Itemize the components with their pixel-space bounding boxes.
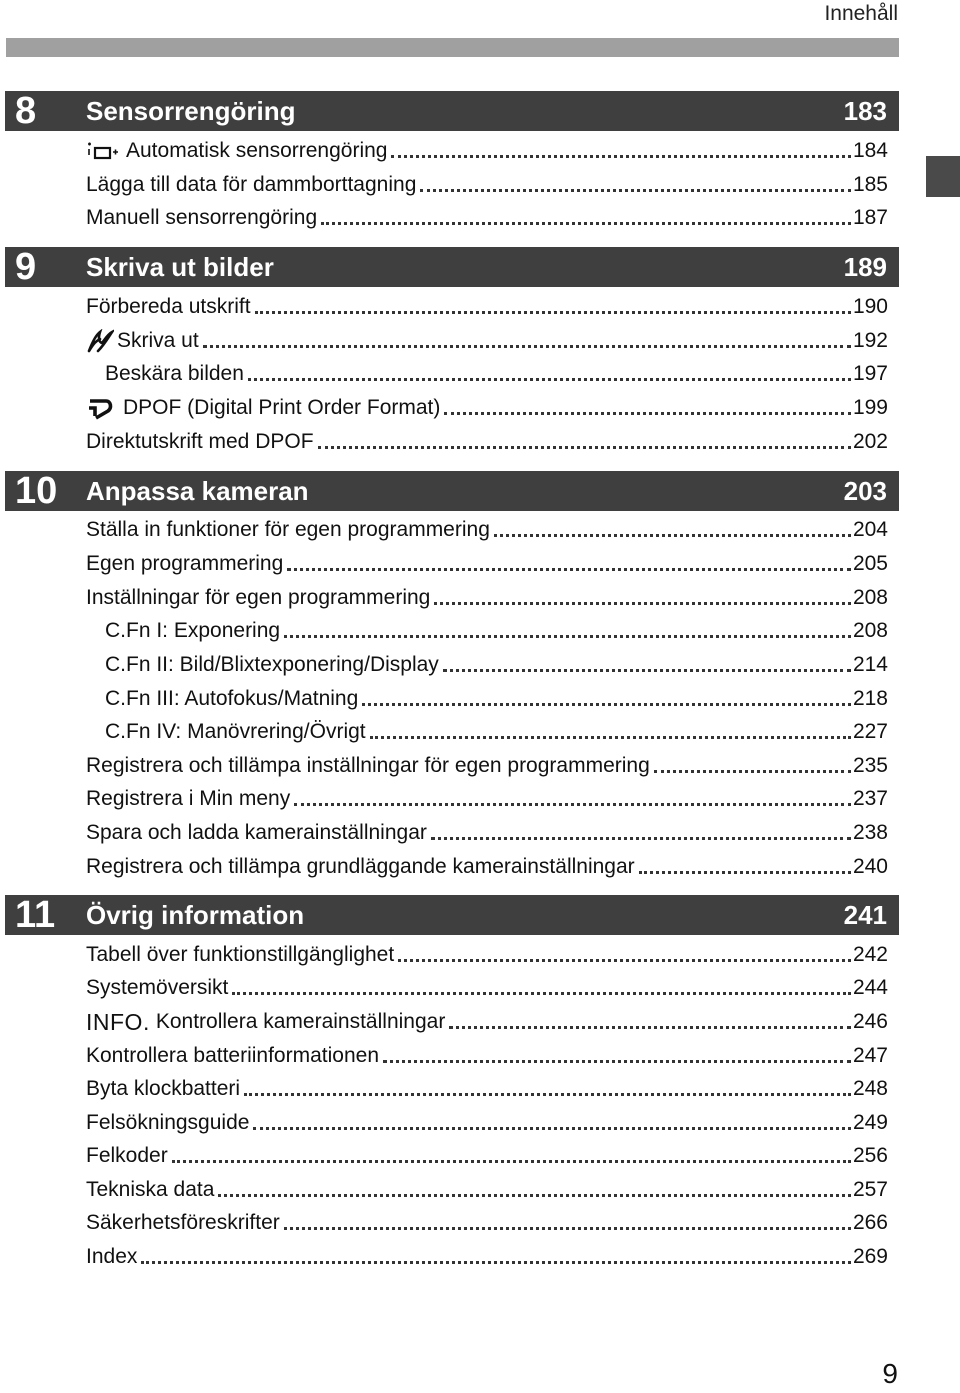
entry-label: Felsökningsguide [86, 1111, 250, 1134]
toc-entry[interactable] [105, 682, 888, 712]
entry-label: C.Fn IV: Manövrering/Övrigt [105, 720, 366, 743]
dot-leader [444, 412, 851, 415]
dot-leader [284, 635, 851, 638]
entry-page: 199 [852, 396, 888, 419]
dot-leader [431, 837, 851, 840]
entry-page: 192 [852, 329, 888, 352]
toc-entry[interactable] [86, 324, 888, 354]
toc-entry[interactable] [105, 715, 888, 745]
chapter-title: Anpassa kameran [86, 476, 309, 506]
toc-entry[interactable] [86, 1106, 888, 1136]
section-header: Innehåll [824, 2, 898, 25]
entry-label: Inställningar för egen programmering [86, 586, 431, 609]
entry-label: C.Fn II: Bild/Blixtexponering/Display [105, 653, 439, 676]
entry-page: 244 [852, 976, 888, 999]
toc-entry[interactable] [86, 938, 888, 968]
toc-entry[interactable] [86, 971, 888, 1001]
chapter-title: Skriva ut bilder [86, 252, 274, 282]
dot-leader [370, 736, 851, 739]
toc-entry[interactable] [105, 357, 888, 387]
entry-label: C.Fn I: Exponering [105, 619, 281, 642]
entry-label: DPOF (Digital Print Order Format) [123, 396, 441, 419]
chapter-number: 10 [15, 470, 58, 512]
entry-page: 185 [852, 173, 888, 196]
entry-label: Felkoder [86, 1144, 168, 1167]
dot-leader [434, 602, 851, 605]
entry-page: 202 [852, 430, 888, 453]
dot-leader [248, 378, 851, 381]
entry-page: 208 [852, 619, 888, 642]
entry-label: Skriva ut [117, 329, 199, 352]
entry-label: C.Fn III: Autofokus/Matning [105, 687, 359, 710]
dot-leader [321, 222, 851, 225]
entry-page: 242 [852, 943, 888, 966]
dot-leader [253, 1127, 851, 1130]
dot-leader [141, 1261, 851, 1264]
dot-leader [203, 345, 851, 348]
entry-page: 235 [852, 754, 888, 777]
toc-entry[interactable] [86, 1173, 888, 1203]
entry-page: 249 [852, 1111, 888, 1134]
entry-page: 197 [852, 362, 888, 385]
entry-label: Direktutskrift med DPOF [86, 430, 314, 453]
chapter-number: 8 [15, 90, 37, 132]
chapter-page: 241 [843, 900, 887, 930]
dot-leader [287, 568, 851, 571]
dot-leader [255, 311, 851, 314]
toc-entry[interactable] [86, 850, 888, 880]
entry-label: Registrera och tillämpa inställningar för egen programmering [86, 754, 650, 777]
entry-page: 204 [852, 518, 888, 541]
toc-entry[interactable] [86, 513, 888, 543]
entry-page: 227 [852, 720, 888, 743]
chapter-header-11[interactable] [5, 895, 899, 935]
toc-entry[interactable] [86, 1005, 888, 1035]
entry-label: Systemöversikt [86, 976, 229, 999]
chapter-page: 203 [843, 476, 887, 506]
entry-page: 208 [852, 586, 888, 609]
header-rule [6, 38, 899, 57]
entry-label: Säkerhetsföreskrifter [86, 1211, 280, 1234]
entry-page: 205 [852, 552, 888, 575]
chapter-title: Övrig information [86, 900, 305, 930]
dot-leader [244, 1093, 851, 1096]
chapter-title: Sensorrengöring [86, 96, 296, 126]
toc-entry[interactable] [86, 1240, 888, 1270]
dot-leader [294, 803, 851, 806]
entry-label: Tabell över funktionstillgänglighet [86, 943, 395, 966]
chapter-page: 189 [843, 252, 887, 282]
toc-entry[interactable] [86, 134, 888, 164]
entry-label: Spara och ladda kamerainställningar [86, 821, 427, 844]
entry-page: 269 [852, 1245, 888, 1268]
entry-label: Förbereda utskrift [86, 295, 251, 318]
chapter-number: 9 [15, 246, 37, 288]
toc-entry[interactable] [86, 547, 888, 577]
entry-label: Byta klockbatteri [86, 1077, 241, 1100]
toc-entry[interactable] [86, 1206, 888, 1236]
entry-page: 266 [852, 1211, 888, 1234]
dot-leader [383, 1060, 851, 1063]
toc-entry[interactable] [86, 1072, 888, 1102]
entry-label: Beskära bilden [105, 362, 244, 385]
entry-label: Kontrollera batteriinformationen [86, 1044, 379, 1067]
entry-label: Registrera och tillämpa grundläggande kamerainställningar [86, 855, 635, 878]
entry-page: 214 [852, 653, 888, 676]
toc-entry[interactable] [86, 1039, 888, 1069]
toc-entry[interactable] [86, 782, 888, 812]
dot-leader [398, 959, 851, 962]
toc-entry[interactable] [86, 816, 888, 846]
toc-entry[interactable] [86, 581, 888, 611]
dot-leader [362, 703, 851, 706]
entry-label: Index [86, 1245, 138, 1268]
direct-print-icon [86, 328, 114, 354]
dot-leader [443, 669, 851, 672]
entry-label: Automatisk sensorrengöring [126, 139, 388, 162]
entry-label: Manuell sensorrengöring [86, 206, 318, 229]
dot-leader [284, 1227, 851, 1230]
chapter-header-10[interactable] [5, 471, 899, 511]
entry-page: 247 [852, 1044, 888, 1067]
dot-leader [391, 155, 850, 158]
dot-leader [654, 770, 851, 773]
chapter-thumb-tab [926, 156, 960, 197]
dot-leader [494, 534, 851, 537]
chapter-header-8[interactable] [5, 91, 899, 131]
toc-entry[interactable] [86, 425, 888, 455]
entry-page: 246 [852, 1010, 888, 1033]
dot-leader [172, 1160, 851, 1163]
entry-page: 248 [852, 1077, 888, 1100]
entry-page: 237 [852, 787, 888, 810]
entry-label: Lägga till data för dammborttagning [86, 173, 417, 196]
dot-leader [449, 1026, 851, 1029]
info-button-icon: INFO. [86, 1009, 150, 1035]
toc-entry[interactable] [86, 168, 888, 198]
toc-entry[interactable] [86, 749, 888, 779]
entry-label: Ställa in funktioner för egen programmering [86, 518, 490, 541]
toc-entry[interactable] [86, 201, 888, 231]
page-number: 9 [882, 1358, 898, 1389]
dot-leader [639, 871, 851, 874]
entry-page: 256 [852, 1144, 888, 1167]
entry-label: Egen programmering [86, 552, 284, 575]
entry-page: 257 [852, 1178, 888, 1201]
entry-page: 184 [852, 139, 888, 162]
entry-page: 240 [852, 855, 888, 878]
dpof-icon [86, 395, 114, 421]
sensor-cleaning-icon [86, 138, 120, 164]
entry-label: Kontrollera kamerainställningar [155, 1010, 446, 1033]
entry-label: Tekniska data [86, 1178, 215, 1201]
dot-leader [232, 992, 851, 995]
entry-label: Registrera i Min meny [86, 787, 291, 810]
dot-leader [318, 446, 851, 449]
entry-page: 238 [852, 821, 888, 844]
chapter-number: 11 [15, 894, 56, 936]
toc-entry[interactable] [86, 391, 888, 421]
chapter-header-9[interactable] [5, 247, 899, 287]
toc-entry[interactable] [86, 1139, 888, 1169]
toc-entry[interactable] [105, 614, 888, 644]
entry-page: 187 [852, 206, 888, 229]
entry-page: 190 [852, 295, 888, 318]
toc-entry[interactable] [86, 290, 888, 320]
chapter-page: 183 [843, 96, 887, 126]
entry-page: 218 [852, 687, 888, 710]
dot-leader [420, 189, 851, 192]
toc-entry[interactable] [105, 648, 888, 678]
dot-leader [218, 1194, 851, 1197]
